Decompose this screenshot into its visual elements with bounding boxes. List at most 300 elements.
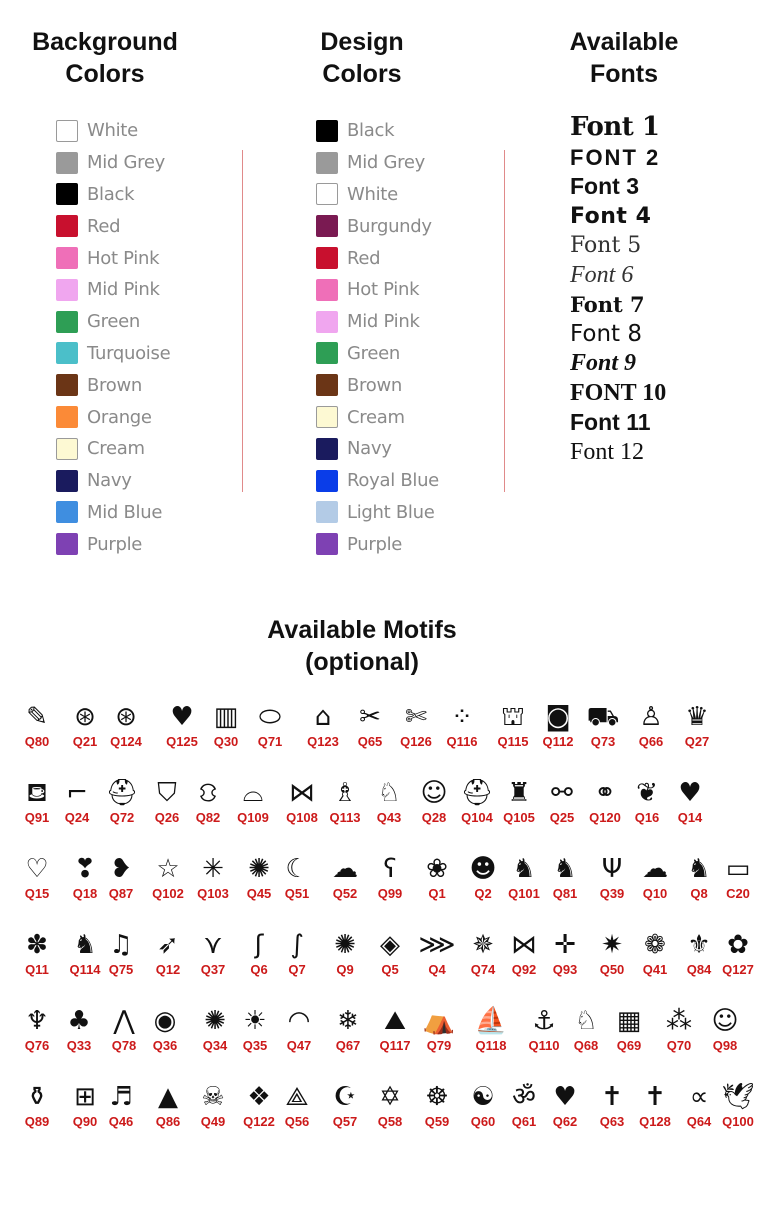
motif-code: Q62	[552, 1114, 578, 1129]
dog-face-icon: ☻	[469, 854, 497, 884]
background-colors-heading-line-2: Colors	[65, 60, 145, 88]
motif-code: Q9	[336, 962, 354, 977]
color-label: White	[87, 120, 138, 142]
turtle-icon: ✽	[26, 930, 48, 960]
smiley-face-icon: ☺	[711, 1006, 739, 1036]
motif-row	[0, 700, 768, 760]
motif-code: Q73	[590, 734, 616, 749]
motif-item	[140, 1004, 190, 1054]
color-swatch	[56, 406, 78, 428]
motif-code: Q70	[666, 1038, 692, 1053]
font-sample-9: Font 9	[570, 350, 637, 376]
motif-item	[228, 776, 278, 826]
font-sample-5: Font 5	[570, 233, 642, 258]
motif-row	[0, 1080, 768, 1140]
star-outline-icon: ☆	[156, 854, 180, 884]
motif-code: Q56	[284, 1114, 310, 1129]
anchor-icon: ⚓	[532, 1006, 556, 1036]
glasses-mustache-icon: ⚯	[551, 778, 573, 808]
motif-code: Q98	[712, 1038, 738, 1053]
motif-code: Q93	[552, 962, 578, 977]
motif-item	[143, 852, 193, 902]
motif-code: Q50	[599, 962, 625, 977]
motif-code: Q84	[686, 962, 712, 977]
mandala-flower-icon: ❁	[644, 930, 666, 960]
color-label: Hot Pink	[87, 247, 160, 269]
font-list	[570, 113, 760, 467]
motif-item	[630, 928, 680, 978]
motif-code: Q36	[152, 1038, 178, 1053]
color-swatch	[316, 311, 338, 333]
rubber-duck-icon: ♘	[574, 1006, 598, 1036]
color-swatch	[316, 406, 338, 428]
motif-row	[0, 1004, 768, 1064]
color-swatch	[56, 470, 78, 492]
hand-made-label-icon: ⬭	[258, 702, 282, 732]
color-label: Black	[87, 183, 135, 205]
tape-measure-icon: ◙	[545, 702, 571, 732]
motif-item	[412, 852, 462, 902]
motif-code: Q24	[64, 810, 90, 825]
design-color-item	[316, 306, 439, 338]
motif-code: Q82	[195, 810, 221, 825]
motif-item	[713, 928, 763, 978]
fish-skeleton-icon: ⋙	[418, 930, 456, 960]
motif-code: Q27	[684, 734, 710, 749]
color-label: Mid Grey	[87, 152, 165, 174]
design-colors-heading-line-2: Colors	[322, 60, 402, 88]
color-swatch	[316, 533, 338, 555]
deer-head-icon: Ψ	[601, 854, 623, 884]
motif-code: Q112	[542, 734, 574, 749]
motif-item	[391, 700, 441, 750]
color-label: Royal Blue	[347, 470, 439, 492]
motif-row	[0, 776, 768, 836]
color-swatch	[316, 215, 338, 237]
gift-box-icon: ⊞	[74, 1082, 96, 1112]
motif-code: Q61	[511, 1114, 537, 1129]
motif-code: Q124	[110, 734, 142, 749]
motif-item	[466, 1004, 516, 1054]
motif-code: Q118	[475, 1038, 507, 1053]
background-color-list	[56, 115, 170, 560]
motif-item	[665, 776, 715, 826]
color-swatch	[56, 152, 78, 174]
ichthys-fish-icon: ∝	[689, 1082, 709, 1112]
color-swatch	[316, 470, 338, 492]
motif-code: Q108	[286, 810, 318, 825]
motif-code: Q4	[428, 962, 446, 977]
motif-item	[320, 928, 370, 978]
motif-code: Q28	[421, 810, 447, 825]
color-swatch	[56, 183, 78, 205]
motif-code: Q14	[677, 810, 703, 825]
design-color-item	[316, 210, 439, 242]
motif-code: Q76	[24, 1038, 50, 1053]
motif-item	[578, 700, 628, 750]
motif-code: Q67	[335, 1038, 361, 1053]
motif-item	[713, 852, 763, 902]
motif-code: Q63	[599, 1114, 625, 1129]
motif-code: Q43	[376, 810, 402, 825]
dress-form-icon: ♙	[639, 702, 663, 732]
font-sample-7: Font 7	[570, 292, 645, 317]
color-label: Black	[347, 120, 395, 142]
bobble-hat-icon: ⌓	[242, 778, 264, 808]
color-label: Red	[347, 247, 381, 269]
motif-item	[272, 1080, 322, 1130]
motif-code: Q101	[508, 886, 540, 901]
motif-item	[320, 776, 370, 826]
dragonfly-icon: ✛	[554, 930, 576, 960]
motif-code: Q125	[166, 734, 198, 749]
design-color-item	[316, 433, 439, 465]
motif-item	[540, 928, 590, 978]
motif-code: Q6	[250, 962, 268, 977]
font-sample-3: Font 3	[570, 173, 639, 199]
motif-code: Q5	[381, 962, 399, 977]
color-swatch	[316, 501, 338, 523]
sailboat-icon: ⛵	[474, 1006, 508, 1036]
squirrel-icon: ♞	[73, 930, 97, 960]
color-label: Green	[347, 342, 401, 364]
motif-code: Q120	[589, 810, 621, 825]
motif-item	[370, 1004, 420, 1054]
wedding-dress-icon: ♗	[333, 778, 357, 808]
motif-code: Q99	[377, 886, 403, 901]
motif-code: Q115	[497, 734, 529, 749]
motif-item	[101, 700, 151, 750]
three-crosses-icon: ✝	[601, 1082, 623, 1112]
motif-code: Q127	[722, 962, 754, 977]
tree-icon: ♣	[67, 1006, 91, 1036]
dove-icon: 🕊	[721, 1082, 755, 1112]
design-colors-heading-line-1: Design	[320, 28, 404, 56]
motif-item	[52, 776, 102, 826]
design-color-item	[316, 274, 439, 306]
motif-code: Q68	[573, 1038, 599, 1053]
top-hat-mustache-icon: ♜	[507, 778, 531, 808]
mountains-icon: ⛰	[384, 1006, 406, 1036]
background-color-item	[56, 306, 170, 338]
motif-code: Q52	[332, 886, 358, 901]
motif-code: Q81	[552, 886, 578, 901]
motif-item	[188, 1080, 238, 1130]
color-label: Navy	[347, 438, 392, 460]
motif-code: Q71	[257, 734, 283, 749]
butterfly-icon: ⋈	[511, 930, 537, 960]
font-sample-10: FONT 10	[570, 379, 667, 406]
triquetra-icon: ⟁	[285, 1082, 309, 1112]
motif-item	[626, 700, 676, 750]
motif-item	[533, 700, 583, 750]
available-fonts-heading	[524, 26, 724, 90]
rose-icon: ✿	[727, 930, 749, 960]
bride-groom-icon: ⚭	[594, 778, 616, 808]
motif-code: Q87	[108, 886, 134, 901]
motif-item	[12, 928, 62, 978]
motif-code: Q74	[470, 962, 496, 977]
moon-stars-icon: ☾	[285, 854, 309, 884]
grandma-icon: ☺	[420, 778, 448, 808]
motif-item	[272, 928, 322, 978]
yin-yang-icon: ☯	[471, 1082, 495, 1112]
color-swatch	[56, 438, 78, 460]
motif-item	[183, 776, 233, 826]
color-swatch	[56, 311, 78, 333]
color-label: Purple	[87, 533, 143, 555]
motif-code: Q35	[242, 1038, 268, 1053]
color-swatch	[56, 374, 78, 396]
color-label: Orange	[87, 406, 152, 428]
coat-icon: ⛻	[198, 778, 218, 808]
motif-item	[488, 700, 538, 750]
background-color-item	[56, 528, 170, 560]
flamingo-icon: ʃ	[254, 930, 264, 960]
color-swatch	[316, 152, 338, 174]
octopus-icon: ✺	[334, 930, 356, 960]
font-sample-1: Font 1	[570, 112, 660, 142]
motif-item	[320, 1080, 370, 1130]
hat-icon: ⛑	[105, 778, 139, 808]
motif-item	[157, 700, 207, 750]
penguin-icon: ♞	[512, 854, 536, 884]
motif-code: Q72	[109, 810, 135, 825]
motif-code: Q90	[72, 1114, 98, 1129]
color-label: Navy	[87, 470, 132, 492]
paw-print-icon: ❀	[426, 854, 448, 884]
motif-code: Q16	[634, 810, 660, 825]
heart-icon: ♥	[678, 778, 702, 808]
snowflake-icon: ❄	[337, 1006, 359, 1036]
color-label: Cream	[87, 438, 145, 460]
flying-birds-icon: ⋎	[203, 930, 223, 960]
camping-tent-icon: ⛺	[422, 1006, 456, 1036]
motif-code: Q80	[24, 734, 50, 749]
motif-code: Q116	[446, 734, 478, 749]
thread-spool-icon: ▥	[213, 702, 239, 732]
motif-item	[201, 700, 251, 750]
color-label: Purple	[347, 533, 403, 555]
yarn-heart-icon: ♥	[170, 702, 194, 732]
motif-item	[12, 1080, 62, 1130]
thimble-icon: ⛫	[501, 702, 525, 732]
motif-item	[245, 700, 295, 750]
motif-item	[630, 1080, 680, 1130]
motif-code: Q21	[72, 734, 98, 749]
blank-box-icon: ▭	[725, 854, 751, 884]
motif-item	[188, 852, 238, 902]
motif-item	[540, 852, 590, 902]
motif-code: Q110	[528, 1038, 560, 1053]
motif-code: Q113	[329, 810, 361, 825]
background-color-item	[56, 401, 170, 433]
motif-item	[604, 1004, 654, 1054]
color-swatch	[56, 215, 78, 237]
ladies-hat-icon: ⛑	[460, 778, 494, 808]
motif-code: Q69	[616, 1038, 642, 1053]
motif-code: Q92	[511, 962, 537, 977]
i-love-you-icon: ❣	[74, 854, 96, 884]
tropical-fish-icon: ◈	[380, 930, 400, 960]
motif-row	[0, 852, 768, 912]
design-color-item	[316, 179, 439, 211]
design-color-item	[316, 497, 439, 529]
spider-web-icon: ✷	[601, 930, 623, 960]
color-swatch	[56, 120, 78, 142]
sewing-basket-icon: ⌂	[314, 702, 332, 732]
design-color-item	[316, 369, 439, 401]
pregnant-woman-icon: ♘	[377, 778, 401, 808]
font-sample-8: Font 8	[570, 320, 643, 347]
font-sample-6: Font 6	[570, 261, 634, 288]
color-label: Cream	[347, 406, 405, 428]
motif-code: Q37	[200, 962, 226, 977]
color-swatch	[56, 342, 78, 364]
background-color-item	[56, 210, 170, 242]
scissors-outline-icon: ✄	[405, 702, 427, 732]
motif-item	[364, 776, 414, 826]
sewing-machine-icon: ⛟	[586, 702, 620, 732]
motif-item	[188, 928, 238, 978]
motif-code: Q123	[307, 734, 339, 749]
background-color-item	[56, 115, 170, 147]
motif-code: Q128	[639, 1114, 671, 1129]
motif-item	[414, 1004, 464, 1054]
color-label: Turquoise	[87, 342, 171, 364]
color-swatch	[316, 279, 338, 301]
tulip-icon: ⚜	[687, 930, 711, 960]
motif-code: Q46	[108, 1114, 134, 1129]
cactus-icon: ♆	[25, 1006, 49, 1036]
motif-code: Q64	[686, 1114, 712, 1129]
lovebirds-icon: ♫	[109, 930, 133, 960]
motif-code: Q26	[154, 810, 180, 825]
color-label: Burgundy	[347, 215, 432, 237]
motif-code: Q49	[200, 1114, 226, 1129]
color-label: White	[347, 183, 398, 205]
background-color-item	[56, 369, 170, 401]
color-swatch	[316, 120, 338, 142]
teddy-bear-icon: ʕ	[383, 854, 397, 884]
font-sample-11: Font 11	[570, 409, 651, 435]
yarn-ball-needles-icon: ⊛	[115, 702, 137, 732]
motif-code: Q25	[549, 810, 575, 825]
motif-code: Q33	[66, 1038, 92, 1053]
bee-icon: ✵	[472, 930, 494, 960]
swan-icon: ∫	[290, 930, 304, 960]
background-color-item	[56, 274, 170, 306]
motif-item	[12, 852, 62, 902]
motif-code: Q7	[288, 962, 306, 977]
motif-code: Q57	[332, 1114, 358, 1129]
motif-code: Q65	[357, 734, 383, 749]
motif-code: Q78	[111, 1038, 137, 1053]
color-swatch	[316, 438, 338, 460]
motif-code: Q58	[377, 1114, 403, 1129]
motifs-heading-line-2: (optional)	[305, 648, 419, 676]
pine-tree-icon: ⋀	[113, 1006, 135, 1036]
motif-code: Q18	[72, 886, 98, 901]
motif-code: Q117	[379, 1038, 411, 1053]
motif-code: Q30	[213, 734, 239, 749]
motif-code: Q45	[246, 886, 272, 901]
color-swatch	[316, 374, 338, 396]
motif-code: Q126	[400, 734, 432, 749]
motif-code: Q12	[155, 962, 181, 977]
color-label: Mid Pink	[87, 279, 160, 301]
motif-item	[143, 928, 193, 978]
hummingbird-icon: ➶	[157, 930, 179, 960]
color-label: Brown	[87, 374, 142, 396]
heart-cross-icon: ♥	[553, 1082, 577, 1112]
sheep-icon: ☁	[642, 854, 668, 884]
motif-code: Q86	[155, 1114, 181, 1129]
striped-heart-icon: ❥	[110, 854, 132, 884]
font-sample-4: Font 4	[570, 203, 652, 229]
color-label: Mid Blue	[87, 501, 163, 523]
motif-code: Q89	[24, 1114, 50, 1129]
motif-item	[12, 700, 62, 750]
color-swatch	[56, 247, 78, 269]
rabbit-icon: ♞	[687, 854, 711, 884]
star-of-david-icon: ✡	[379, 1082, 401, 1112]
color-label: Green	[87, 311, 141, 333]
background-color-item	[56, 179, 170, 211]
motif-item	[437, 700, 487, 750]
palm-island-icon: ◉	[153, 1006, 177, 1036]
motif-code: Q75	[108, 962, 134, 977]
column-divider	[242, 150, 243, 492]
color-swatch	[316, 247, 338, 269]
motif-item	[713, 1080, 763, 1130]
motif-code: Q104	[461, 810, 493, 825]
motif-code: Q102	[152, 886, 184, 901]
motif-item	[365, 852, 415, 902]
motif-code: Q59	[424, 1114, 450, 1129]
motif-item	[272, 852, 322, 902]
motif-code: C20	[726, 886, 750, 901]
motif-code: Q79	[426, 1038, 452, 1053]
cross-icon: ✝	[644, 1082, 666, 1112]
color-label: Hot Pink	[347, 279, 420, 301]
motif-item	[96, 928, 146, 978]
motif-item	[345, 700, 395, 750]
dress-icon: ♛	[685, 702, 709, 732]
color-swatch	[316, 183, 338, 205]
motif-code: Q39	[599, 886, 625, 901]
color-swatch	[56, 279, 78, 301]
motif-item	[298, 700, 348, 750]
motif-code: Q105	[503, 810, 535, 825]
baby-feet-icon: ⁂	[666, 1006, 692, 1036]
motif-item	[630, 852, 680, 902]
skull-crossbones-icon: ☠	[201, 1082, 225, 1112]
tshirt-icon: ⛉	[157, 778, 177, 808]
motif-code: Q1	[428, 886, 446, 901]
motif-item	[54, 1004, 104, 1054]
motif-item	[412, 1080, 462, 1130]
motif-code: Q91	[24, 810, 50, 825]
color-swatch	[56, 533, 78, 555]
motif-code: Q15	[24, 886, 50, 901]
background-color-item	[56, 147, 170, 179]
motif-code: Q11	[25, 962, 49, 977]
hearts-icon: ❦	[636, 778, 658, 808]
color-label: Mid Grey	[347, 152, 425, 174]
design-color-item	[316, 528, 439, 560]
abc-blocks-icon: ▦	[616, 1006, 642, 1036]
